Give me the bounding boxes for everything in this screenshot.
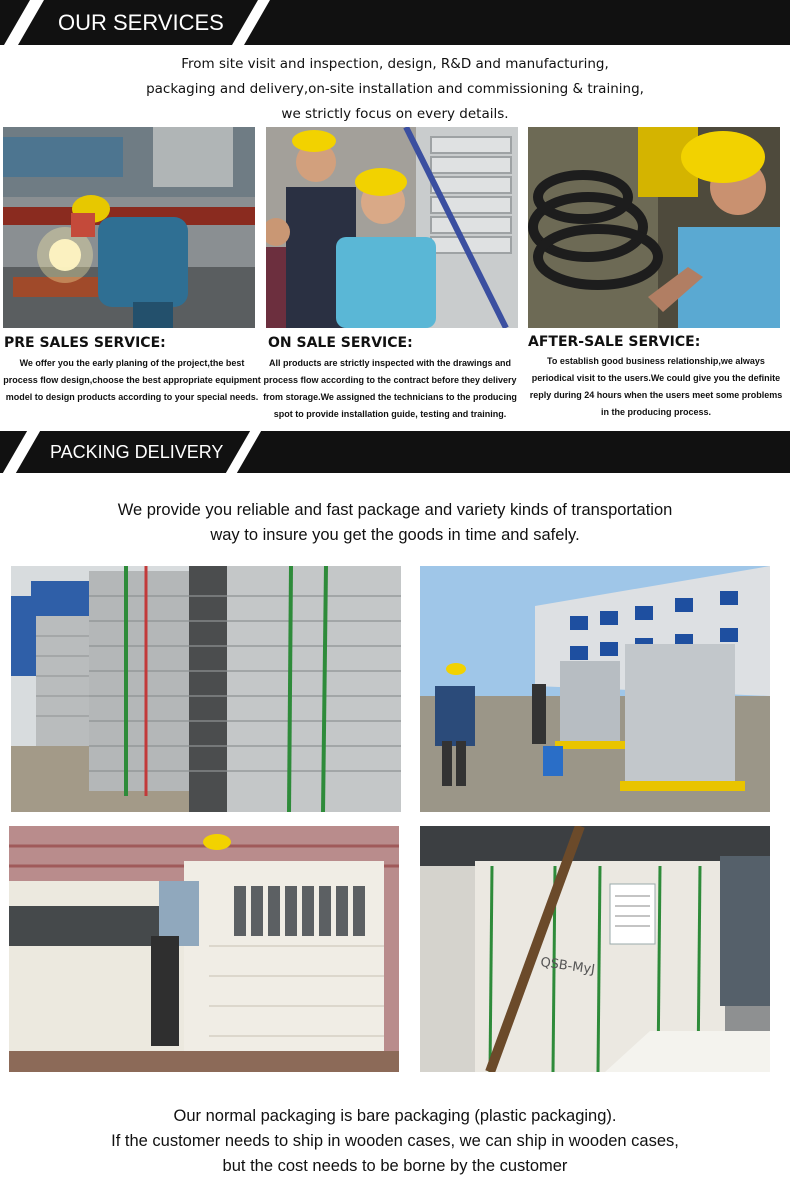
technicians-photo — [266, 127, 518, 328]
intro-line: we strictly focus on every details. — [281, 106, 509, 122]
strapped-bundle-photo — [420, 826, 770, 1072]
pre-sales-text: We offer you the early planing of the project,the best process flow design,choose the best appropriate equipment model to design products according to your special needs. — [3, 358, 261, 402]
white-plates-photo — [9, 826, 399, 1072]
maintenance-photo — [528, 127, 780, 328]
after-sale-title: AFTER-SALE SERVICE: — [528, 334, 701, 350]
on-sale-text: All products are strictly inspected with the drawings and process flow according to the contract before they delivery from storage.We assigned the technicians to the producing spot to provide installation guide, testing and training. — [263, 358, 517, 419]
intro-line: From site visit and inspection, design, R&D and manufacturing, — [181, 56, 609, 72]
on-sale-title: ON SALE SERVICE: — [268, 335, 413, 351]
packing-footer — [0, 1104, 790, 1179]
header-slash-decor — [226, 431, 261, 473]
stacked-plates-photo — [11, 566, 401, 812]
pre-sales-title: PRE SALES SERVICE: — [4, 335, 166, 351]
footer-line: Our normal packaging is bare packaging (plastic packaging). — [173, 1107, 617, 1125]
welder-photo — [3, 127, 255, 328]
section-title: PACKING DELIVERY — [50, 441, 224, 462]
footer-line: If the customer needs to ship in wooden cases, we can ship in wooden cases, — [111, 1132, 679, 1150]
intro-line: way to insure you get the goods in time and safely. — [210, 526, 580, 544]
footer-line: but the cost needs to be borne by the customer — [222, 1157, 568, 1175]
intro-line: We provide you reliable and fast package and variety kinds of transportation — [117, 501, 673, 519]
header-slash-decor — [3, 431, 40, 473]
intro-line: packaging and delivery,on-site installation and commissioning & training, — [146, 81, 644, 97]
services-intro — [0, 52, 790, 127]
header-slash-decor — [4, 0, 44, 45]
header-slash-decor — [232, 0, 270, 45]
marker-label: QSB-MyJ — [539, 955, 596, 978]
section-title: OUR SERVICES — [58, 9, 224, 35]
packing-delivery-header — [0, 431, 790, 473]
our-services-header — [0, 0, 790, 45]
packing-intro — [0, 498, 790, 548]
after-sale-text: To establish good business relationship,we always periodical visit to the users.We could give you the definite reply during 24 hours when the users meet some problems in the producing process. — [529, 356, 783, 417]
outdoor-pallets-photo — [420, 566, 770, 812]
